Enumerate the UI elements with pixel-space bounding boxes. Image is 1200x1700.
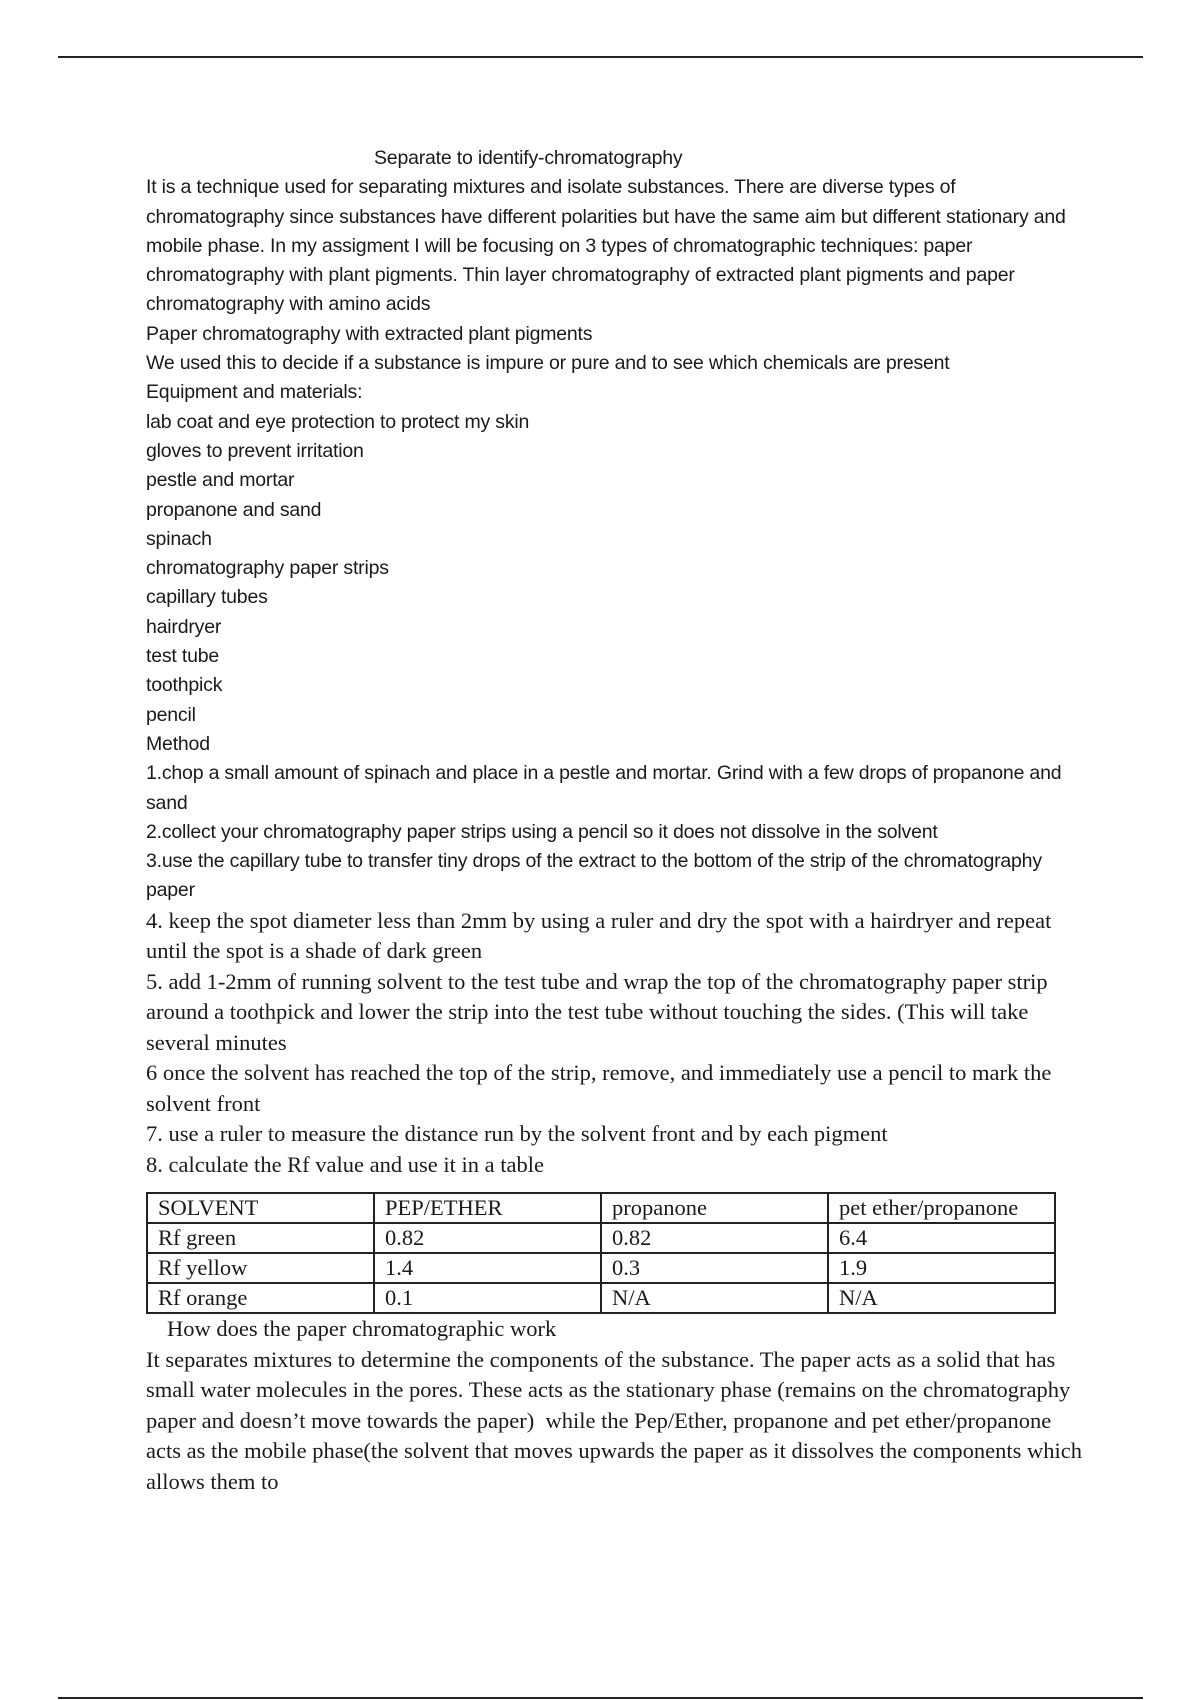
document-body — [146, 144, 1086, 1497]
list-item: chromatography paper strips — [146, 557, 389, 580]
list-item: lab coat and eye protection to protect my skin — [146, 410, 530, 433]
method-step: 8. calculate the Rf value and use it in a table — [146, 1151, 544, 1177]
table-cell: 1.4 — [374, 1253, 601, 1283]
table-row — [147, 1253, 1055, 1283]
explanation-heading: How does the paper chromatographic work — [167, 1316, 557, 1342]
intro-paragraph: It is a technique used for separating mixtures and isolate substances. There are diverse types of chromatography since substances have different polarities but have the same aim but different stationary and mobile phase. In my assigment I will be focusing on 3 types of chromatographic techniques: paper chromatography with plant pigments. Thin layer chromatography of extracted plant pigments and paper chromatography with amino acids — [146, 176, 1071, 316]
table-header-cell: PEP/ETHER — [374, 1193, 601, 1223]
document-title: Separate to identify-chromatography — [374, 147, 683, 169]
method-heading: Method — [146, 732, 210, 755]
table-cell: 1.9 — [828, 1253, 1055, 1283]
equipment-heading: Equipment and materials: — [146, 381, 363, 404]
list-item: capillary tubes — [146, 586, 268, 609]
header-rule — [58, 56, 1143, 58]
method-step: 3.use the capillary tube to transfer tiny drops of the extract to the bottom of the strip of the chromatography paper — [146, 850, 1048, 902]
list-item: pestle and mortar — [146, 469, 295, 492]
table-row — [147, 1283, 1055, 1313]
table-cell: Rf orange — [147, 1283, 374, 1313]
list-item: spinach — [146, 527, 212, 550]
list-item: gloves to prevent irritation — [146, 439, 364, 462]
list-item: hairdryer — [146, 615, 222, 638]
footer-rule — [58, 1697, 1143, 1699]
method-step: 4. keep the spot diameter less than 2mm by using a ruler and dry the spot with a hairdryer and repeat until the spot is a shade of dark green — [146, 907, 1057, 964]
table-row — [147, 1223, 1055, 1253]
explanation-paragraph: It separates mixtures to determine the components of the substance. The paper acts as a solid that has small water molecules in the pores. These acts as the stationary phase (remains on the chromatography paper and doesn’t move towards the paper) while the Pep/Ether, propanone and pet ether/propanone acts as the mobile phase(the solvent that moves upwards the paper as it dissolves the components which allows them to — [146, 1346, 1088, 1494]
list-item: test tube — [146, 645, 220, 668]
table-cell: N/A — [828, 1283, 1055, 1313]
method-step: 1.chop a small amount of spinach and place in a pestle and mortar. Grind with a few drops of propanone and sand — [146, 762, 1067, 814]
table-cell: Rf yellow — [147, 1253, 374, 1283]
method-step: 2.collect your chromatography paper strips using a pencil so it does not dissolve in the solvent — [146, 820, 938, 843]
method-steps — [146, 759, 1086, 1180]
table-header-row — [147, 1193, 1055, 1223]
method-step: 5. add 1-2mm of running solvent to the test tube and wrap the top of the chromatography paper strip around a toothpick and lower the strip into the test tube without touching the sides. (This will take several minutes — [146, 968, 1054, 1055]
list-item: pencil — [146, 703, 196, 726]
table-header-cell: SOLVENT — [147, 1193, 374, 1223]
table-header-cell: propanone — [601, 1193, 828, 1223]
method-step: 7. use a ruler to measure the distance run by the solvent front and by each pigment — [146, 1121, 888, 1147]
section-heading: Paper chromatography with extracted plant pigments — [146, 322, 593, 345]
table-cell: 0.1 — [374, 1283, 601, 1313]
list-item: toothpick — [146, 674, 223, 697]
table-cell: 0.82 — [601, 1223, 828, 1253]
purpose-text: We used this to decide if a substance is impure or pure and to see which chemicals are present — [146, 352, 950, 375]
table-cell: 6.4 — [828, 1223, 1055, 1253]
list-item: propanone and sand — [146, 498, 322, 521]
table-header-cell: pet ether/propanone — [828, 1193, 1055, 1223]
method-step: 6 once the solvent has reached the top of the strip, remove, and immediately use a pencil to mark the solvent front — [146, 1060, 1057, 1116]
rf-table — [146, 1192, 1056, 1314]
table-cell: N/A — [601, 1283, 828, 1313]
table-cell: Rf green — [147, 1223, 374, 1253]
table-cell: 0.82 — [374, 1223, 601, 1253]
equipment-list — [146, 408, 1086, 730]
table-cell: 0.3 — [601, 1253, 828, 1283]
